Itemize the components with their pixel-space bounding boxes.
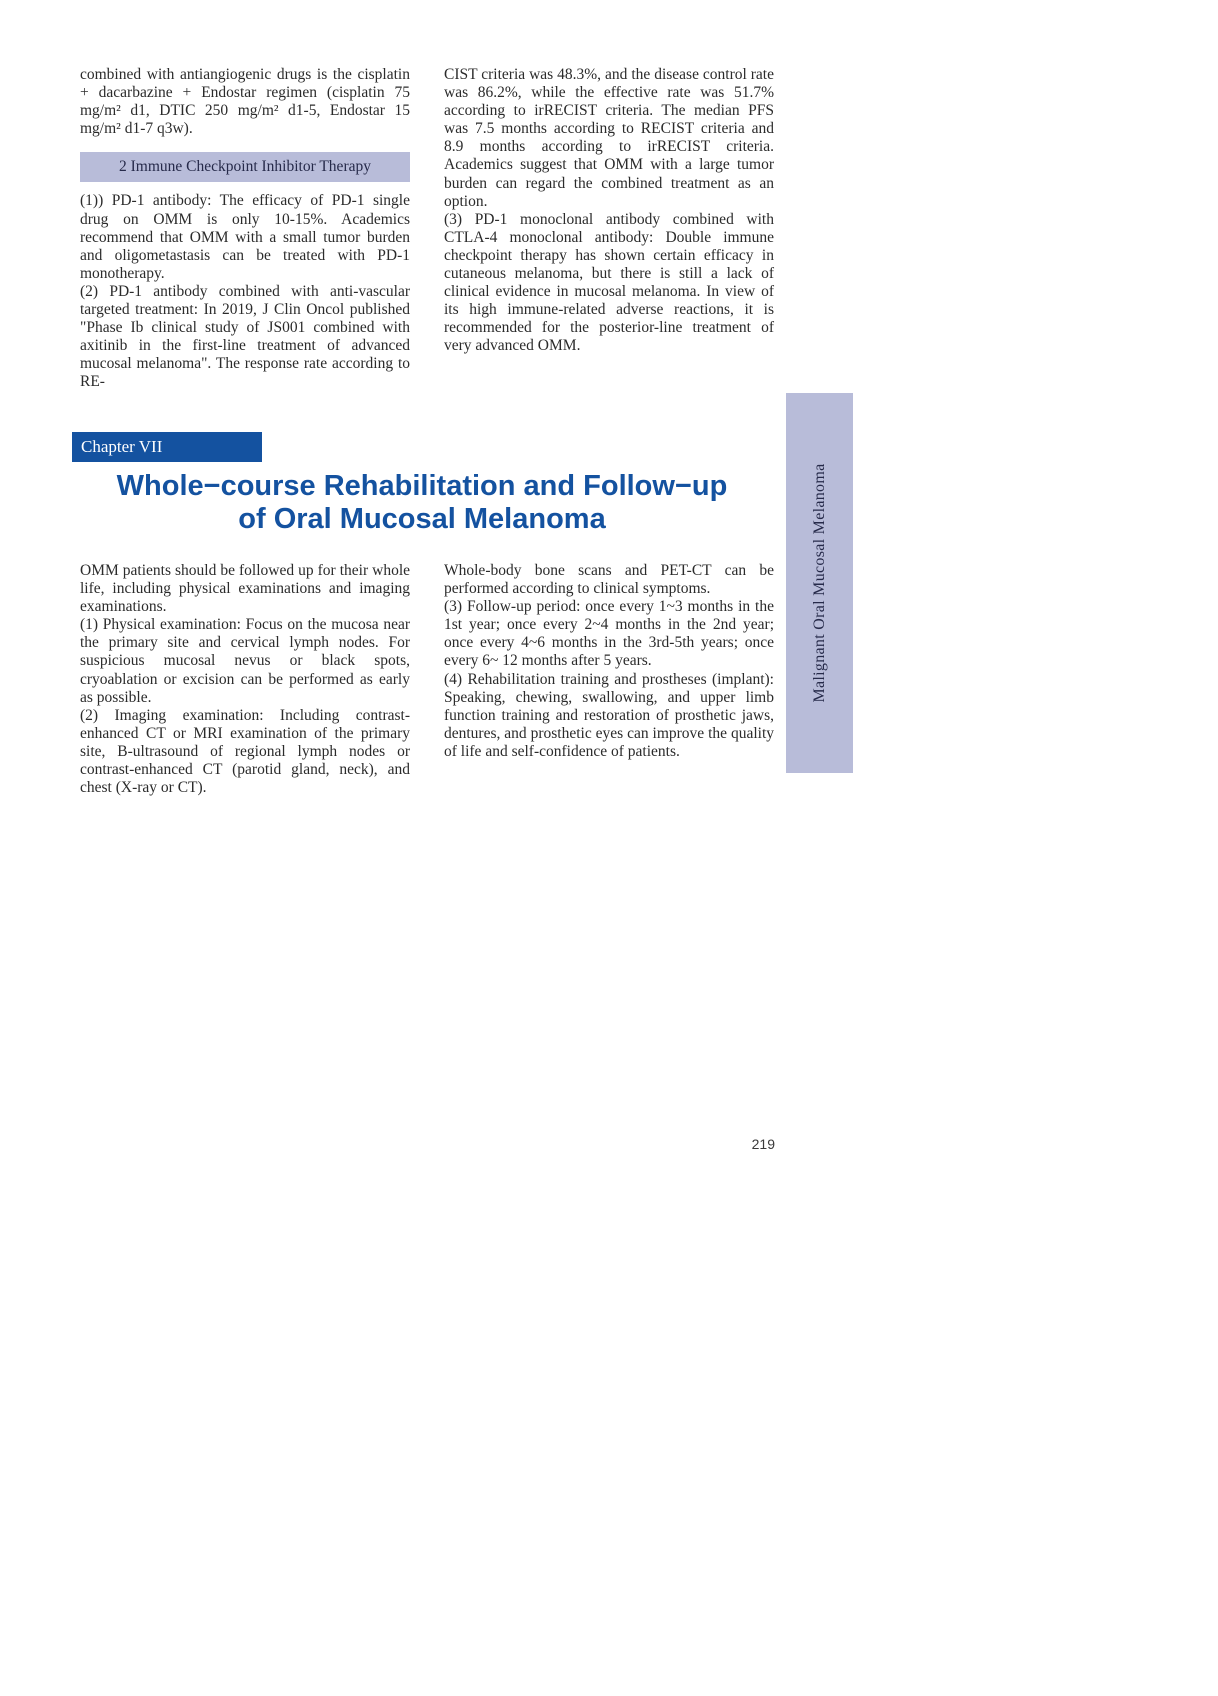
chapter-title-line1: Whole−course Rehabilitation and Follow−up [116,470,728,502]
bottom-right-column [444,562,774,761]
paragraph: CIST criteria was 48.3%, and the disease control rate was 86.2%, while the effective rate was 51.7% according to irRECIST criteria. The median PFS was 7.5 months according to RECIST criteria and 8.9 months according to irRECIST criteria. Academics suggest that OMM with a large tumor burden can regard the combined treatment as an option. [444,66,774,210]
paragraph: (2) PD-1 antibody combined with anti-vascular targeted treatment: In 2019, J Clin Oncol published "Phase Ib clinical study of JS001 combined with axitinib in the first-line treatment of advanced mucosal melanoma". The response rate according to RE- [80,282,410,391]
paragraph: (4) Rehabilitation training and prostheses (implant): Speaking, chewing, swallowing, and upper limb function training and restoration of prosthetic jaws, dentures, and prosthetic eyes can improve the quality of life and self-confidence of patients. [444,670,774,760]
side-tab-label: Malignant Oral Mucosal Melanoma [810,463,828,703]
chapter-title-line2: of Oral Mucosal Melanoma [238,503,606,535]
paragraph: (1)) PD-1 antibody: The efficacy of PD-1 single drug on OMM is only 10-15%. Academics recommend that OMM with a small tumor burden and oligometastasis can be treated with PD-1 monotherapy. [80,192,410,282]
paragraph: (3) Follow-up period: once every 1~3 months in the 1st year; once every 2~4 months in the 2nd year; once every 4~6 months in the 3rd-5th years; once every 6~ 12 months after 5 years. [444,598,774,670]
paragraph: (2) Imaging examination: Including contrast-enhanced CT or MRI examination of the primary site, B-ultrasound of regional lymph nodes or contrast-enhanced CT (parotid gland, neck), and chest (X-ray or CT). [80,706,410,797]
top-right-column [444,66,774,356]
section-heading: 2 Immune Checkpoint Inhibitor Therapy [80,152,410,182]
paragraph: (1) Physical examination: Focus on the mucosa near the primary site and cervical lymph nodes. For suspicious mucosal nevus or black spots, cryoablation or excision can be performed as early as possible. [80,616,410,706]
page-number: 219 [751,1136,775,1152]
bottom-left-column [80,562,410,797]
paragraph: combined with antiangiogenic drugs is the cisplatin + dacarbazine + Endostar regimen (cisplatin 75 mg/m² d1, DTIC 250 mg/m² d1-5, Endostar 15 mg/m² d1-7 q3w). [80,66,410,138]
paragraph: OMM patients should be followed up for their whole life, including physical examinations and imaging examinations. [80,562,410,616]
chapter-title [72,470,772,536]
chapter-tag: Chapter VII [72,432,262,462]
paragraph: (3) PD-1 monoclonal antibody combined with CTLA-4 monoclonal antibody: Double immune checkpoint therapy has shown certain efficacy in cutaneous melanoma, but there is still a lack of clinical evidence in mucosal melanoma. In view of its high immune-related adverse reactions, it is recommended for the posterior-line treatment of very advanced OMM. [444,210,774,355]
paragraph: Whole-body bone scans and PET-CT can be performed according to clinical symptoms. [444,562,774,598]
side-tab [786,393,853,773]
top-left-column [80,66,410,392]
